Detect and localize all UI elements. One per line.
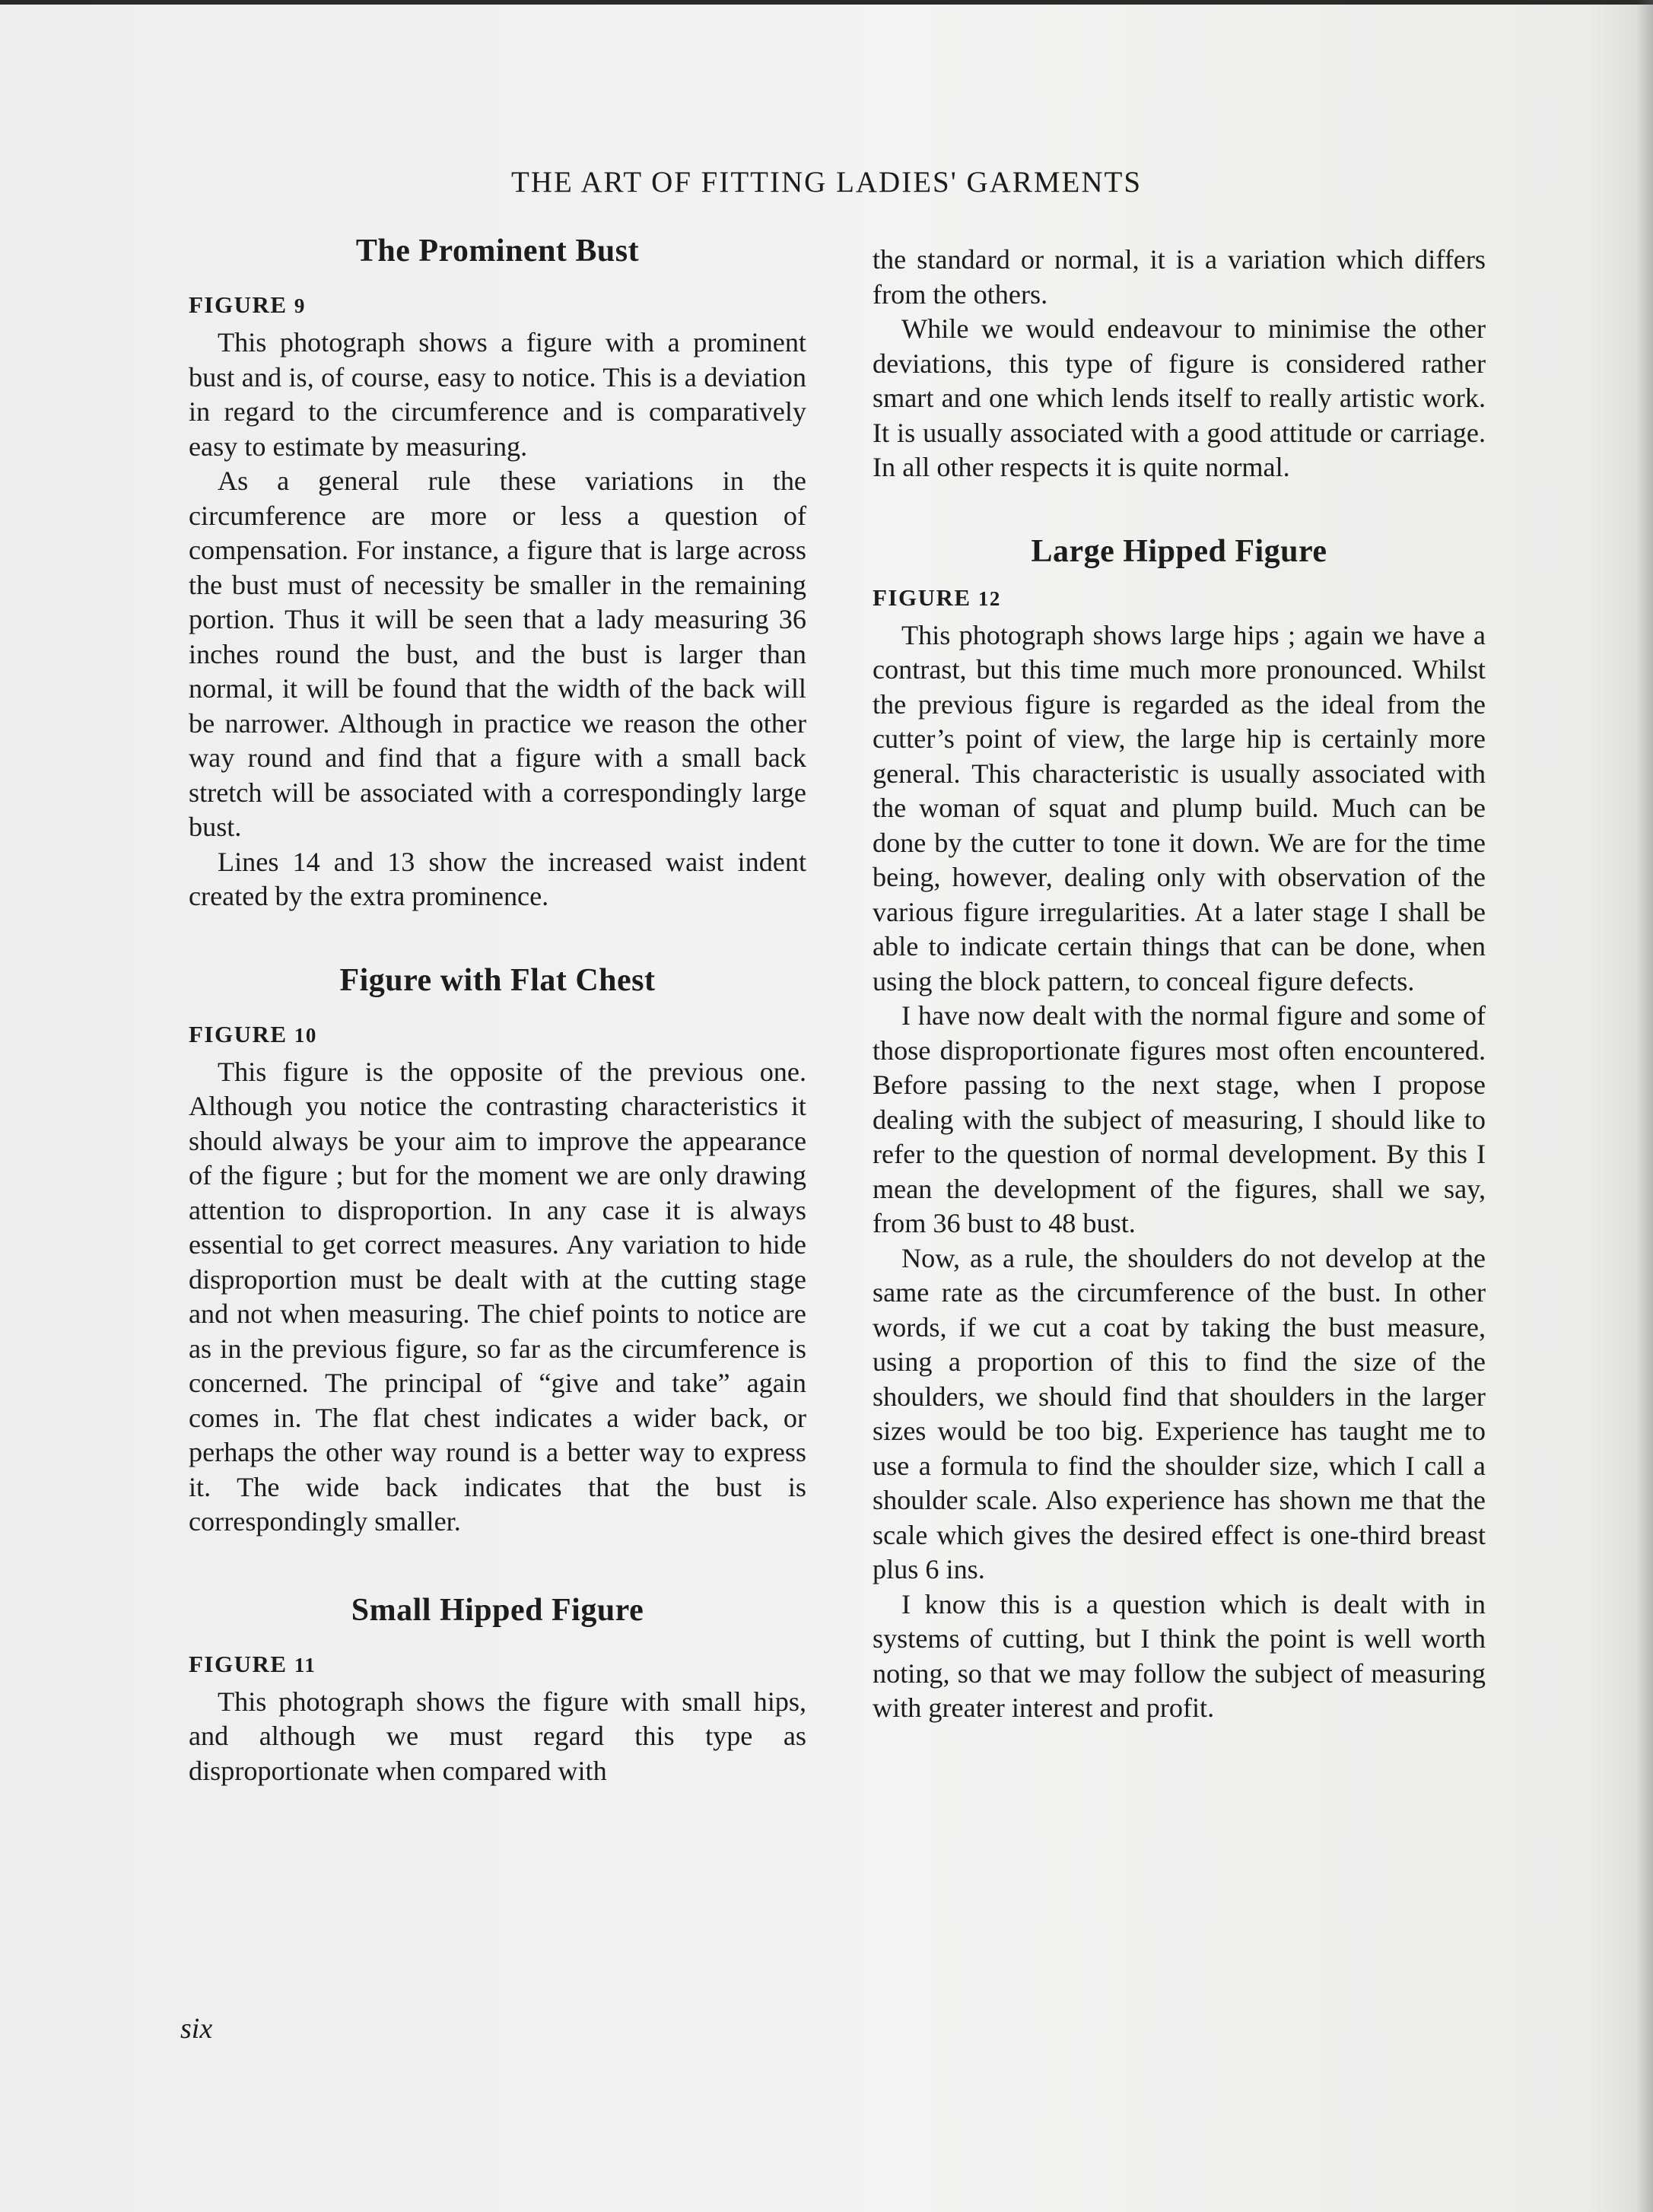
- figure-label-11: [189, 1648, 806, 1682]
- figure-label-text: FIGURE: [189, 291, 288, 318]
- figure-number: 10: [294, 1023, 317, 1047]
- figure-label-9: [189, 288, 806, 323]
- paragraph-continued: the standard or normal, it is a variation which differs from the others.: [873, 244, 1486, 310]
- running-head: THE ART OF FITTING LADIES' GARMENTS: [510, 166, 1143, 199]
- paragraph: This figure is the opposite of the previous one. Although you notice the contrasting characteristics it should always be your aim to improve the appearance of the figure ; but for the moment we are only drawing attention to disproportion. In any case it is always essential to get correct measures. Any variation to hide disproportion must be dealt with at the cutting stage and not when measuring. The chief points to notice are as in the previous figure, so far as the circumference is concerned. The principal of “give and take” again comes in. The flat chest indicates a wider back, or perhaps the other way round is a better way to express it. The wide back indicates that the bust is correspondingly smaller.: [189, 1056, 806, 1537]
- paragraph: I know this is a question which is dealt with in systems of cutting, but I think the point is well worth noting, so that we may follow the subject of measuring with greater interest and profit.: [873, 1588, 1486, 1723]
- section-heading-prominent-bust: The Prominent Bust: [355, 234, 640, 269]
- page-number: six: [180, 2013, 213, 2045]
- paragraph: This photograph shows the figure with small hips, and although we must regard this type as disproportionate when compared with: [189, 1686, 806, 1786]
- figure-label-12: [873, 581, 1486, 615]
- scan-top-edge: [0, 0, 1653, 5]
- page-gutter-shadow: [1636, 0, 1653, 2212]
- figure-label-text: FIGURE: [189, 1020, 288, 1047]
- paragraph: As a general rule these variations in the circumference are more or less a question of compensation. For instance, a figure that is large across the bust must of necessity be smaller in the remaining portion. Thus it will be seen that a lady measuring 36 inches round the bust, and the bust is larger than normal, it will be found that the width of the back will be narrower. Although in practice we reason the other way round and find that a figure with a small back stretch will be associated with a correspondingly large bust.: [189, 466, 806, 842]
- figure-number: 9: [294, 294, 306, 317]
- figure-number: 11: [294, 1653, 316, 1676]
- left-column: [189, 232, 806, 1788]
- section-heading-flat-chest: Figure with Flat Chest: [339, 962, 656, 998]
- section-heading-large-hipped: Large Hipped Figure: [1031, 533, 1327, 569]
- paragraph: Now, as a rule, the shoulders do not develop at the same rate as the circumference of the bust. In other words, if we cut a coat by taking the bust measure, using a proportion of this to find the size of the shoulders, we should find that shoulders in the larger sizes would be too big. Experience has taught me to use a formula to find the shoulder size, which I call a shoulder scale. Also experience has shown me that the scale which gives the desired effect is one-third breast plus 6 ins.: [873, 1242, 1486, 1584]
- figure-label-10: [189, 1018, 806, 1052]
- paragraph: This photograph shows a figure with a prominent bust and is, of course, easy to notice. This is a deviation in regard to the circumference and is comparatively easy to estimate by measuring.: [189, 327, 806, 462]
- figure-label-text: FIGURE: [189, 1650, 288, 1677]
- paragraph: Lines 14 and 13 show the increased waist indent created by the extra prominence.: [189, 846, 806, 911]
- paragraph: This photograph shows large hips ; again we have a contrast, but this time much more pronounced. Whilst the previous figure is regarded as the ideal from the cutter’s point of view, the large hip is certainly more general. This characteristic is usually associated with the woman of squat and plump build. Much can be done by the cutter to tone it down. We are for the time being, however, dealing only with observation of the various figure irregularities. At a later stage I shall be able to indicate certain things that can be done, when using the block pattern, to conceal figure defects.: [873, 619, 1486, 996]
- figure-label-text: FIGURE: [873, 583, 971, 611]
- section-heading-small-hipped: Small Hipped Figure: [351, 1592, 644, 1628]
- paragraph: While we would endeavour to minimise the other deviations, this type of figure is considered rather smart and one which lends itself to really artistic work. It is usually associated with a good attitude or carriage. In all other respects it is quite normal.: [873, 313, 1486, 482]
- right-column: [873, 232, 1486, 1726]
- paragraph: I have now dealt with the normal figure and some of those disproportionate figures most often encountered. Before passing to the next stage, when I propose dealing with the subject of measuring, I should like to refer to the question of normal development. By this I mean the development of the figures, shall we say, from 36 bust to 48 bust.: [873, 1000, 1486, 1238]
- figure-number: 12: [977, 586, 1001, 610]
